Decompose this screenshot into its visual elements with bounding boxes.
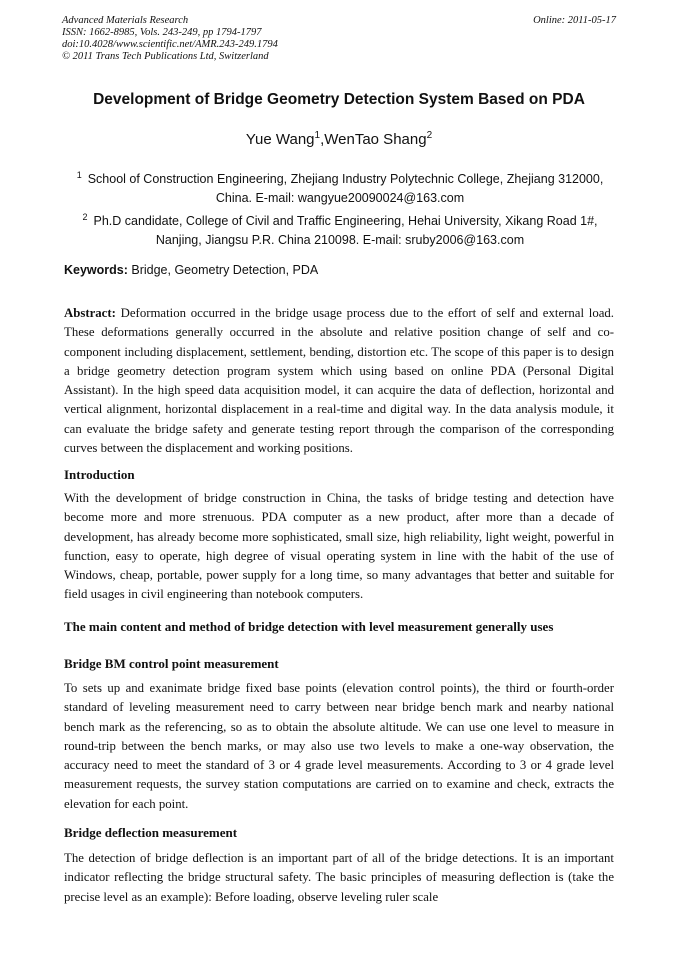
- section-heading-main-content: The main content and method of bridge detection with level measurement generally uses: [64, 619, 554, 634]
- doi-line[interactable]: doi:10.4028/www.scientific.net/AMR.243-249.1794: [62, 39, 278, 50]
- paragraph-introduction: With the development of bridge construction in China, the tasks of bridge testing and detection have become more and more strenuous. PDA computer as a new product, after more than a decade of development, has already become more sophisticated, small size, high reliability, light weight, powerful in function, easy to operate, high degree of visual operating system in line with the habit of the use of Windows, cheap, portable, power supply for a long time, so many advantages that better and suitable for field usages in civil engineering than notebook computers.: [64, 491, 614, 602]
- author-affiliation-mark: 2: [426, 130, 433, 141]
- paper-title: Development of Bridge Geometry Detection System Based on PDA: [93, 91, 585, 108]
- abstract: [64, 304, 614, 458]
- keywords-text: Bridge, Geometry Detection, PDA: [127, 263, 319, 277]
- author-name: ,WenTao Shang: [320, 131, 427, 148]
- abstract-text: Deformation occurred in the bridge usage process due to the effort of self and external load. These deformations generally occurred in the absolute and relative position change of self and co-component including displacement, settlement, bending, distortion etc. The scope of this paper is to design a bridge geometry detection program system which using based on online PDA (Personal Digital Assistant). In the high speed data acquisition model, it can acquire the data of deflection, horizontal and vertical alignment, horizontal displacement in a real-time and digital way. In the data analysis module, it can evaluate the bridge safety and generate testing report through the comparison of the corresponding curves between the displacement and working positions.: [64, 306, 614, 456]
- affiliation-mark: 2: [82, 212, 88, 222]
- author-affiliation-mark: 1: [314, 130, 321, 141]
- journal-header: [62, 15, 616, 63]
- abstract-label: Abstract:: [64, 306, 116, 320]
- section-heading-bm-control: Bridge BM control point measurement: [64, 656, 279, 671]
- copyright-line: © 2011 Trans Tech Publications Ltd, Switzerland: [62, 51, 269, 62]
- paragraph-bm-control: To sets up and exanimate bridge fixed base points (elevation control points), the third or fourth-order standard of leveling measurement need to carry between near bridge bench mark and nearby national bench mark as the referencing, so as to obtain the absolute altitude. We can use one level to measure in round-trip between the bench marks, or may also use two levels to make a one-way observation, the accuracy need to meet the standard of 3 or 4 grade level measurements. According to 3 or 4 grade level measurement requests, the survey station computations are carried on to examine and check, extracts the elevation for each point.: [64, 681, 614, 811]
- keywords-label: Keywords:: [64, 263, 128, 277]
- affiliation-text: School of Construction Engineering, Zhejiang Industry Polytechnic College, Zhejiang 312000, China. E-mail: wangyue20090024@163.com: [87, 172, 604, 206]
- affiliation-2: [70, 208, 610, 250]
- issn-line: ISSN: 1662-8985, Vols. 243-249, pp 1794-1797: [62, 27, 262, 38]
- author-name: Yue Wang: [245, 131, 315, 148]
- online-date: Online: 2011-05-17: [533, 15, 616, 26]
- affiliation-1: [70, 166, 610, 208]
- affiliation-mark: 1: [76, 170, 82, 180]
- section-heading-deflection: Bridge deflection measurement: [64, 825, 238, 840]
- paragraph-deflection: The detection of bridge deflection is an important part of all of the bridge detections. It is an important indicator reflecting the bridge structural safety. The basic principles of measuring deflection is (take the precise level as an example): Before loading, observe leveling ruler scale: [64, 851, 614, 904]
- author-list: [0, 130, 678, 148]
- affiliation-text: Ph.D candidate, College of Civil and Traffic Engineering, Hehai University, Xikang Road 1#, Nanjing, Jiangsu P.R. China 210098. E-mail: sruby2006@163.com: [93, 214, 598, 248]
- journal-name: Advanced Materials Research: [62, 15, 189, 26]
- section-heading-introduction: Introduction: [64, 467, 135, 482]
- keywords: [64, 263, 318, 277]
